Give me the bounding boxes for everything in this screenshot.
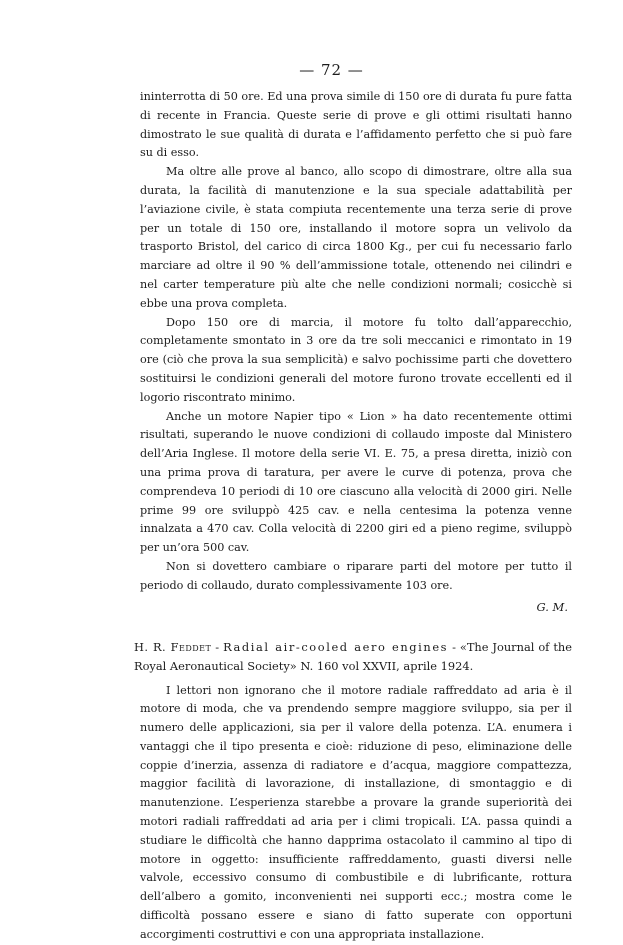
review-source: - «The Journal of the Royal Aeronautical Society» N. 160 vol XXVII, aprile 1924.: [134, 640, 572, 673]
review-author: H. R. Feddet: [134, 640, 212, 655]
paragraph-4: Anche un motore Napier tipo « Lion » ha dato recentemente ottimi risultati, superando le nuove condizioni di collaudo imposte dal Ministero dell’Aria Inglese. Il motore della serie VI. E. 75, a presa diretta, iniziò con una prima prova di taratura, per avere le curve di potenza, prova che comprendeva 10 periodi di 10 ore ciascuno alla velocità di 2000 giri. Nelle prime 99 ore sviluppò 425 cav. e nella centesima la potenza venne innalzata a 470 cav. Colla velocità di 2200 giri ed a pieno regime, sviluppò per un’ora 500 cav.: [140, 409, 572, 555]
paragraph-3: Dopo 150 ore di marcia, il motore fu tolto dall’apparecchio, completamente smontato in 3 ore da tre soli meccanici e rimontato in 19 ore (ciò che prova la sua semplicità) e salvo pochissime parti che dovettero sostituirsi le condizioni generali del motore furono trovate eccellenti ed il logorio riscontrato minimo.: [140, 315, 572, 404]
page-body: [134, 88, 572, 945]
review-heading: [134, 638, 572, 675]
paragraph-2: Ma oltre alle prove al banco, allo scopo di dimostrare, oltre alla sua durata, la facilità di manutenzione e la sua speciale adattabilità per l’aviazione civile, è stata compiuta recentemente una terza serie di prove per un totale di 150 ore, installando il motore sopra un velivolo da trasporto Bristol, del carico di circa 1800 Kg., per cui fu necessario farlo marciare ad oltre il 90 % dell’ammissione totale, ottenendo nei cilindri e nel carter temperature più alte che nelle condizioni normali; cosicchè si ebbe una prova completa.: [140, 165, 572, 310]
review-title-separator: -: [211, 640, 224, 655]
author-signature: G. M.: [536, 599, 568, 614]
review-title: Radial air-cooled aero engines: [223, 640, 449, 655]
paragraph-1: ininterrotta di 50 ore. Ed una prova simile di 150 ore di durata fu pure fatta di recente in Francia. Queste serie di prove e gli ottimi risultati hanno dimostrato le sue qualità di durata e l’affidamento perfetto che si può fare su di esso.: [140, 90, 572, 160]
review-body: I lettori non ignorano che il motore radiale raffreddato ad aria è il motore di moda, che va prendendo sempre maggiore sviluppo, sia per il numero delle applicazioni, sia per il valore della potenza. L’A. enumera i vantaggi che il tipo presenta e cioè: riduzione di peso, eliminazione delle coppie d’inerzia, assenza di radiatore e d’acqua, maggiore compattezza, maggior facilità di lavorazione, di installazione, di smontaggio e di manutenzione. L’esperienza starebbe a provare la grande superiorità dei motori radiali raffreddati ad aria per i climi tropicali. L’A. passa quindi a studiare le difficoltà che hanno dapprima ostacolato il cammino al tipo di motore in oggetto: insufficiente raffreddamento, guasti diversi nelle valvole, eccessivo consumo di combustibile e di lubrificante, rottura dell’albero a gomito, inconvenienti nei supporti ecc.; mostra come le difficoltà possano essere e siano di fatto superate con opportuni accorgimenti costruttivi e con una appropriata installazione.: [140, 683, 572, 941]
page-number: — 72 —: [299, 61, 364, 79]
paragraph-5: Non si dovettero cambiare o riparare parti del motore per tutto il periodo di collaudo, durato complessivamente 103 ore.: [140, 559, 572, 592]
